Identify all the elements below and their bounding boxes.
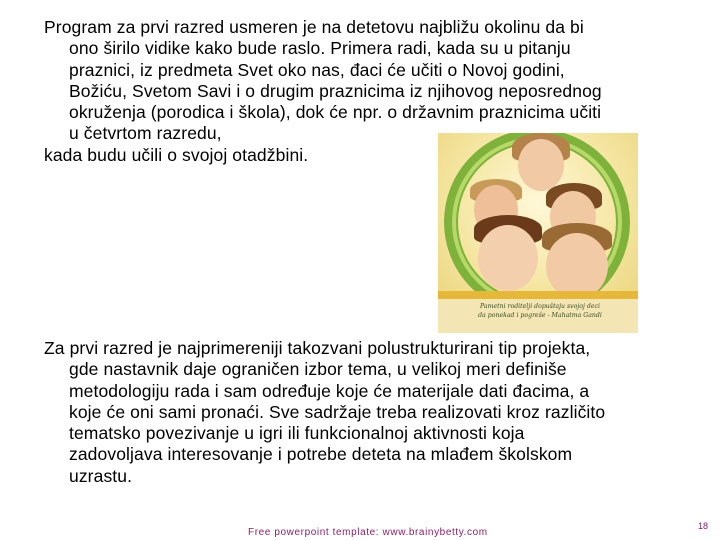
paragraph-line: u četvrtom razredu, (69, 123, 222, 144)
paragraph-line: Za prvi razred je najprimereniji takozvani polustrukturirani tip projekta, (44, 338, 591, 358)
slide-number: 18 (698, 521, 709, 531)
paragraph-line: tematsko povezivanje u igri ili funkcionalnoj aktivnosti koja (69, 423, 525, 444)
playground-bar (438, 291, 638, 299)
paragraph-line: zadovoljava interesovanje i potrebe deteta na mlađem školskom (69, 444, 573, 465)
paragraph-line: ono širilo vidike kako bude raslo. Primera radi, kada su u pitanju (69, 38, 571, 59)
children-photo (438, 133, 638, 333)
photo-caption (448, 303, 632, 320)
photo-caption-line: da ponekad i pogreše - Mahatma Gandi (478, 311, 602, 319)
paragraph-line: koje će oni sami pronaći. Sve sadržaje treba realizovati kroz različito (69, 401, 606, 422)
footer-link[interactable]: Free powerpoint template: www.brainybetty.com (248, 527, 488, 538)
photo-caption-line: Pametni roditelji dopuštaju svojoj deci (480, 303, 600, 310)
paragraph-project-type (44, 338, 694, 487)
child-face (518, 139, 564, 191)
paragraph-line: metodologiju rada i sam određuje koje će materijale dati đacima, a (69, 380, 590, 401)
paragraph-line: praznici, iz predmeta Svet oko nas, đaci će učiti o Novoj godini, (69, 59, 565, 80)
paragraph-line: kada budu učili o svojoj otadžbini. (44, 144, 309, 165)
paragraph-line: uzrastu. (69, 465, 133, 486)
paragraph-line: Program za prvi razred usmeren je na detetovu najbližu okolinu da bi (44, 17, 584, 37)
child-face (478, 225, 538, 291)
paragraph-line: okruženja (porodica i škola), dok će npr. o državnim praznicima učiti (69, 102, 602, 123)
child-face (546, 233, 608, 299)
paragraph-line: gde nastavnik daje ograničen izbor tema, u velikoj meri definiše (69, 359, 567, 380)
paragraph-line: Božiću, Svetom Savi i o drugim praznicima iz njihovog neposrednog (69, 80, 602, 101)
